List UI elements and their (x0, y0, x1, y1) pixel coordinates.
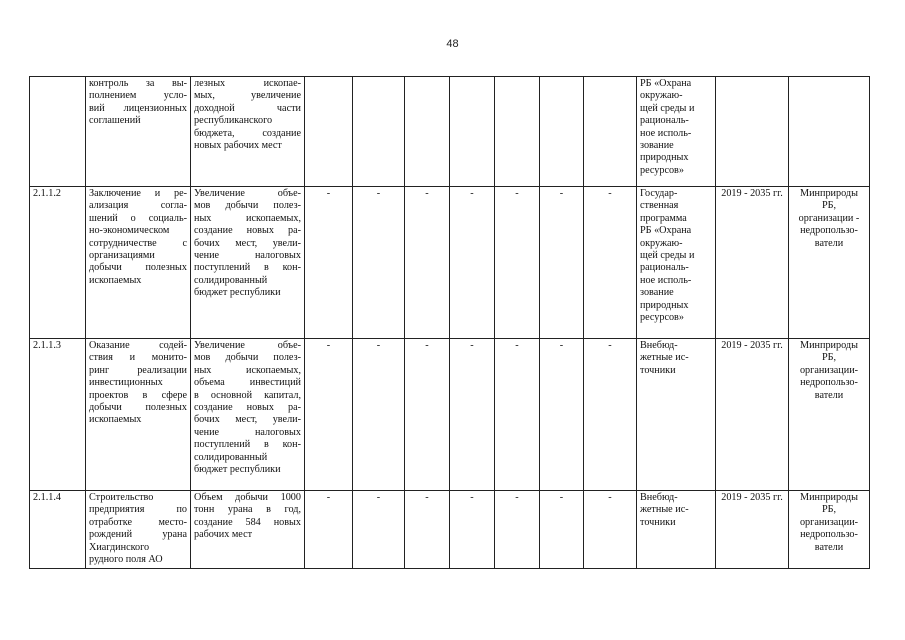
value-cell: - (405, 187, 450, 339)
cell-line: новых рабочих мест (194, 140, 282, 152)
cell-line: зование (640, 140, 674, 152)
cell-line: отработке место- (89, 516, 187, 528)
value-cell: - (584, 491, 637, 569)
value-cell: - (353, 491, 405, 569)
expected-result-cell (191, 491, 305, 569)
cell-line: организациями (89, 250, 155, 262)
expected-result-cell (191, 77, 305, 187)
cell-line: Минприроды (800, 340, 858, 351)
cell-line: ное исполь- (640, 127, 692, 139)
cell-line: соглашений (89, 115, 141, 127)
value-cell (353, 77, 405, 187)
cell-line: рациональ- (640, 262, 689, 274)
cell-line: бочих мест, увели- (194, 414, 301, 426)
cell-line: проектов в сфере (89, 389, 187, 401)
cell-line: ватели (814, 237, 844, 249)
cell-line: объема инвестиций (194, 377, 301, 389)
page-number: 48 (446, 38, 459, 50)
value-cell: - (405, 491, 450, 569)
value-cell (450, 77, 495, 187)
cell-line: точники (640, 516, 676, 528)
value-cell: - (305, 187, 353, 339)
executor-cell (789, 77, 870, 187)
cell-line: недропользо- (800, 377, 858, 389)
cell-line: предприятия по (89, 504, 187, 516)
cell-line: организации- (799, 516, 859, 528)
cell-line: РБ, (821, 504, 837, 516)
cell-line: солидированный (194, 451, 268, 463)
cell-line: Увеличение объе- (194, 340, 301, 351)
table-row (30, 77, 870, 187)
cell-line: программа (640, 212, 687, 224)
cell-line: создание новых ра- (194, 402, 301, 414)
cell-line: чение налоговых (194, 426, 301, 438)
cell-line: шений о социаль- (89, 212, 187, 224)
cell-line: создание 584 новых (194, 516, 301, 528)
cell-line: ватели (814, 389, 844, 401)
cell-line: чение налоговых (194, 250, 301, 262)
value-cell: - (450, 491, 495, 569)
cell-line: РБ, (821, 200, 837, 212)
cell-line: зование (640, 287, 674, 299)
cell-line: Государ- (640, 188, 678, 199)
value-cell: - (353, 187, 405, 339)
cell-line: жетные ис- (640, 352, 689, 364)
cell-line: ресурсов» (640, 312, 684, 324)
executor-cell (789, 339, 870, 491)
expected-result-cell (191, 187, 305, 339)
cell-line: Внебюд- (640, 492, 678, 503)
measure-number-cell: 2.1.1.2 (30, 187, 86, 339)
cell-line: мых, увеличение (194, 90, 301, 102)
cell-line: республиканского (194, 115, 273, 127)
cell-line: ринг реализации (89, 364, 187, 376)
cell-line: Внебюд- (640, 340, 678, 351)
cell-line: сотрудничестве с (89, 237, 187, 249)
value-cell (405, 77, 450, 187)
value-cell: - (540, 491, 584, 569)
period-cell: 2019 - 2035 гг. (716, 187, 789, 339)
value-cell: - (450, 187, 495, 339)
cell-line: бюджета, создание (194, 127, 301, 139)
funding-source-cell (637, 339, 716, 491)
cell-line: доходной части (194, 102, 301, 114)
cell-line: природных (640, 299, 689, 311)
cell-line: Объем добычи 1000 (194, 492, 301, 503)
cell-line: бочих мест, увели- (194, 237, 301, 249)
cell-line: точники (640, 364, 676, 376)
cell-line: Заключение и ре- (89, 188, 187, 199)
cell-line: вий лицензионных (89, 102, 187, 114)
value-cell: - (405, 339, 450, 491)
cell-line: инвестиционных (89, 377, 163, 389)
value-cell (495, 77, 540, 187)
measure-name-cell (86, 187, 191, 339)
cell-line: мов добычи полез- (194, 352, 301, 364)
value-cell: - (584, 339, 637, 491)
cell-line: щей среды и (640, 102, 695, 114)
cell-line: полнением усло- (89, 90, 187, 102)
value-cell: - (305, 339, 353, 491)
value-cell (584, 77, 637, 187)
cell-line: ных ископаемых, (194, 212, 301, 224)
cell-line: жетные ис- (640, 504, 689, 516)
cell-line: РБ «Охрана (640, 225, 692, 237)
cell-line: тонн урана в год, (194, 504, 301, 516)
cell-line: солидированный (194, 274, 268, 286)
cell-line: ресурсов» (640, 164, 684, 176)
cell-line: Увеличение объе- (194, 188, 301, 199)
cell-line: природных (640, 152, 689, 164)
cell-line: недропользо- (800, 529, 858, 541)
cell-line: ватели (814, 541, 844, 553)
table-row (30, 339, 870, 491)
executor-cell (789, 491, 870, 569)
cell-line: Минприроды (800, 188, 858, 199)
cell-line: но-экономическом (89, 225, 170, 237)
cell-line: ное исполь- (640, 274, 692, 286)
value-cell: - (540, 187, 584, 339)
cell-line: ственная (640, 200, 679, 212)
cell-line: бюджет республики (194, 287, 281, 299)
table-row (30, 491, 870, 569)
value-cell: - (495, 187, 540, 339)
expected-result-cell (191, 339, 305, 491)
funding-source-cell (637, 491, 716, 569)
cell-line: организации - (798, 212, 860, 224)
cell-line: контроль за вы- (89, 78, 187, 89)
measure-name-cell (86, 339, 191, 491)
cell-line: Строительство (89, 492, 154, 503)
cell-line: в основной капитал, (194, 389, 301, 401)
cell-line: РБ «Охрана (640, 78, 692, 89)
cell-line: окружаю- (640, 237, 683, 249)
measures-table (29, 76, 870, 569)
measure-name-cell (86, 491, 191, 569)
cell-line: ископаемых (89, 414, 142, 426)
cell-line: ных ископаемых, (194, 364, 301, 376)
cell-line: ализация согла- (89, 200, 187, 212)
table-row (30, 187, 870, 339)
cell-line: ствия и монито- (89, 352, 187, 364)
value-cell: - (584, 187, 637, 339)
cell-line: щей среды и (640, 250, 695, 262)
value-cell (540, 77, 584, 187)
measure-name-cell (86, 77, 191, 187)
value-cell: - (450, 339, 495, 491)
cell-line: ископаемых (89, 274, 142, 286)
cell-line: добычи полезных (89, 262, 187, 274)
cell-line: мов добычи полез- (194, 200, 301, 212)
period-cell (716, 77, 789, 187)
cell-line: недропользо- (800, 225, 858, 237)
measure-number-cell: 2.1.1.4 (30, 491, 86, 569)
cell-line: РБ, (821, 352, 837, 364)
period-cell: 2019 - 2035 гг. (716, 339, 789, 491)
cell-line: поступлений в кон- (194, 262, 301, 274)
cell-line: Минприроды (800, 492, 858, 503)
funding-source-cell (637, 187, 716, 339)
executor-cell (789, 187, 870, 339)
funding-source-cell (637, 77, 716, 187)
cell-line: Оказание содей- (89, 340, 187, 351)
value-cell: - (495, 339, 540, 491)
cell-line: добычи полезных (89, 402, 187, 414)
cell-line: окружаю- (640, 90, 683, 102)
value-cell: - (305, 491, 353, 569)
cell-line: лезных ископае- (194, 78, 301, 89)
cell-line: создание новых ра- (194, 225, 301, 237)
value-cell: - (353, 339, 405, 491)
cell-line: рабочих мест (194, 529, 253, 541)
cell-line: рациональ- (640, 115, 689, 127)
period-cell: 2019 - 2035 гг. (716, 491, 789, 569)
value-cell (305, 77, 353, 187)
measure-number-cell (30, 77, 86, 187)
cell-line: Хиагдинского (89, 541, 150, 553)
cell-line: рождений урана (89, 529, 187, 541)
cell-line: бюджет республики (194, 464, 281, 476)
cell-line: организации- (799, 364, 859, 376)
value-cell: - (540, 339, 584, 491)
cell-line: рудного поля АО (89, 554, 163, 566)
cell-line: поступлений в кон- (194, 439, 301, 451)
value-cell: - (495, 491, 540, 569)
measure-number-cell: 2.1.1.3 (30, 339, 86, 491)
